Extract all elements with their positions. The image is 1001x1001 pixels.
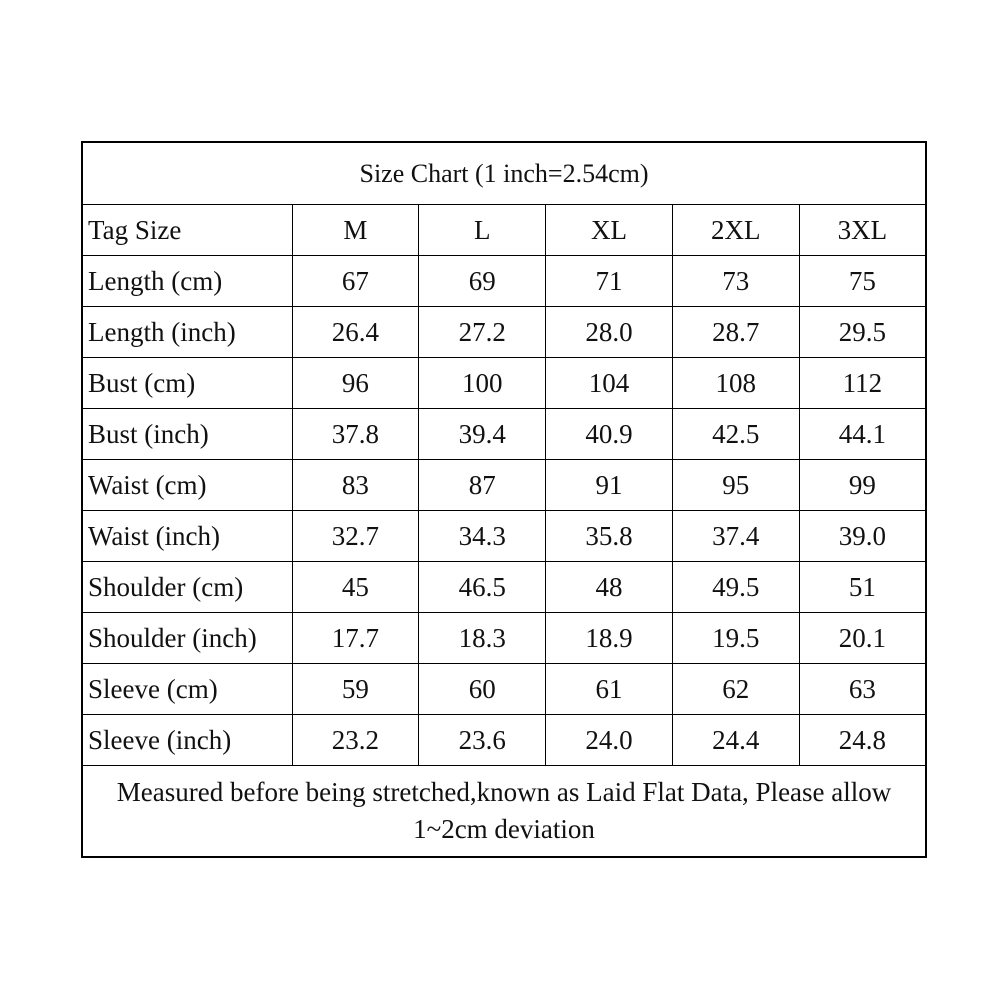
table-cell: 28.0 xyxy=(546,307,673,358)
table-cell: 62 xyxy=(672,664,799,715)
row-label: Sleeve (inch) xyxy=(82,715,292,766)
table-cell: 99 xyxy=(799,460,926,511)
measurement-note: Measured before being stretched,known as Laid Flat Data, Please allow 1~2cm deviation xyxy=(82,766,926,858)
table-cell: 44.1 xyxy=(799,409,926,460)
table-cell: 24.0 xyxy=(546,715,673,766)
table-cell: 37.8 xyxy=(292,409,419,460)
header-size-m: M xyxy=(292,205,419,256)
row-label: Bust (cm) xyxy=(82,358,292,409)
table-cell: 17.7 xyxy=(292,613,419,664)
header-size-xl: XL xyxy=(546,205,673,256)
table-cell: 32.7 xyxy=(292,511,419,562)
row-label: Bust (inch) xyxy=(82,409,292,460)
table-cell: 75 xyxy=(799,256,926,307)
table-row xyxy=(82,409,926,460)
table-cell: 39.0 xyxy=(799,511,926,562)
header-size-3xl: 3XL xyxy=(799,205,926,256)
table-cell: 87 xyxy=(419,460,546,511)
table-cell: 24.4 xyxy=(672,715,799,766)
size-chart-body xyxy=(82,142,926,857)
table-row xyxy=(82,664,926,715)
table-cell: 104 xyxy=(546,358,673,409)
table-cell: 24.8 xyxy=(799,715,926,766)
table-cell: 26.4 xyxy=(292,307,419,358)
table-cell: 35.8 xyxy=(546,511,673,562)
header-label: Tag Size xyxy=(82,205,292,256)
table-cell: 27.2 xyxy=(419,307,546,358)
header-size-l: L xyxy=(419,205,546,256)
table-cell: 69 xyxy=(419,256,546,307)
table-cell: 46.5 xyxy=(419,562,546,613)
table-cell: 73 xyxy=(672,256,799,307)
table-cell: 83 xyxy=(292,460,419,511)
table-cell: 67 xyxy=(292,256,419,307)
chart-title: Size Chart (1 inch=2.54cm) xyxy=(82,142,926,205)
table-cell: 108 xyxy=(672,358,799,409)
table-cell: 60 xyxy=(419,664,546,715)
table-cell: 71 xyxy=(546,256,673,307)
table-cell: 100 xyxy=(419,358,546,409)
table-cell: 51 xyxy=(799,562,926,613)
table-cell: 39.4 xyxy=(419,409,546,460)
table-cell: 40.9 xyxy=(546,409,673,460)
table-row xyxy=(82,358,926,409)
title-row xyxy=(82,142,926,205)
header-size-2xl: 2XL xyxy=(672,205,799,256)
table-cell: 48 xyxy=(546,562,673,613)
row-label: Sleeve (cm) xyxy=(82,664,292,715)
row-label: Length (inch) xyxy=(82,307,292,358)
table-cell: 23.2 xyxy=(292,715,419,766)
table-cell: 28.7 xyxy=(672,307,799,358)
table-row xyxy=(82,256,926,307)
table-cell: 112 xyxy=(799,358,926,409)
table-cell: 29.5 xyxy=(799,307,926,358)
table-cell: 63 xyxy=(799,664,926,715)
table-cell: 49.5 xyxy=(672,562,799,613)
table-row xyxy=(82,715,926,766)
table-cell: 37.4 xyxy=(672,511,799,562)
table-cell: 20.1 xyxy=(799,613,926,664)
table-cell: 23.6 xyxy=(419,715,546,766)
table-cell: 95 xyxy=(672,460,799,511)
header-row xyxy=(82,205,926,256)
table-row xyxy=(82,613,926,664)
row-label: Waist (cm) xyxy=(82,460,292,511)
table-row xyxy=(82,307,926,358)
table-row xyxy=(82,562,926,613)
row-label: Shoulder (cm) xyxy=(82,562,292,613)
size-chart-table xyxy=(81,141,927,858)
table-cell: 19.5 xyxy=(672,613,799,664)
table-cell: 61 xyxy=(546,664,673,715)
table-cell: 91 xyxy=(546,460,673,511)
table-row xyxy=(82,511,926,562)
table-cell: 34.3 xyxy=(419,511,546,562)
row-label: Waist (inch) xyxy=(82,511,292,562)
table-cell: 18.3 xyxy=(419,613,546,664)
table-cell: 59 xyxy=(292,664,419,715)
row-label: Length (cm) xyxy=(82,256,292,307)
note-row xyxy=(82,766,926,858)
row-label: Shoulder (inch) xyxy=(82,613,292,664)
table-cell: 18.9 xyxy=(546,613,673,664)
table-cell: 96 xyxy=(292,358,419,409)
table-cell: 42.5 xyxy=(672,409,799,460)
table-cell: 45 xyxy=(292,562,419,613)
table-row xyxy=(82,460,926,511)
